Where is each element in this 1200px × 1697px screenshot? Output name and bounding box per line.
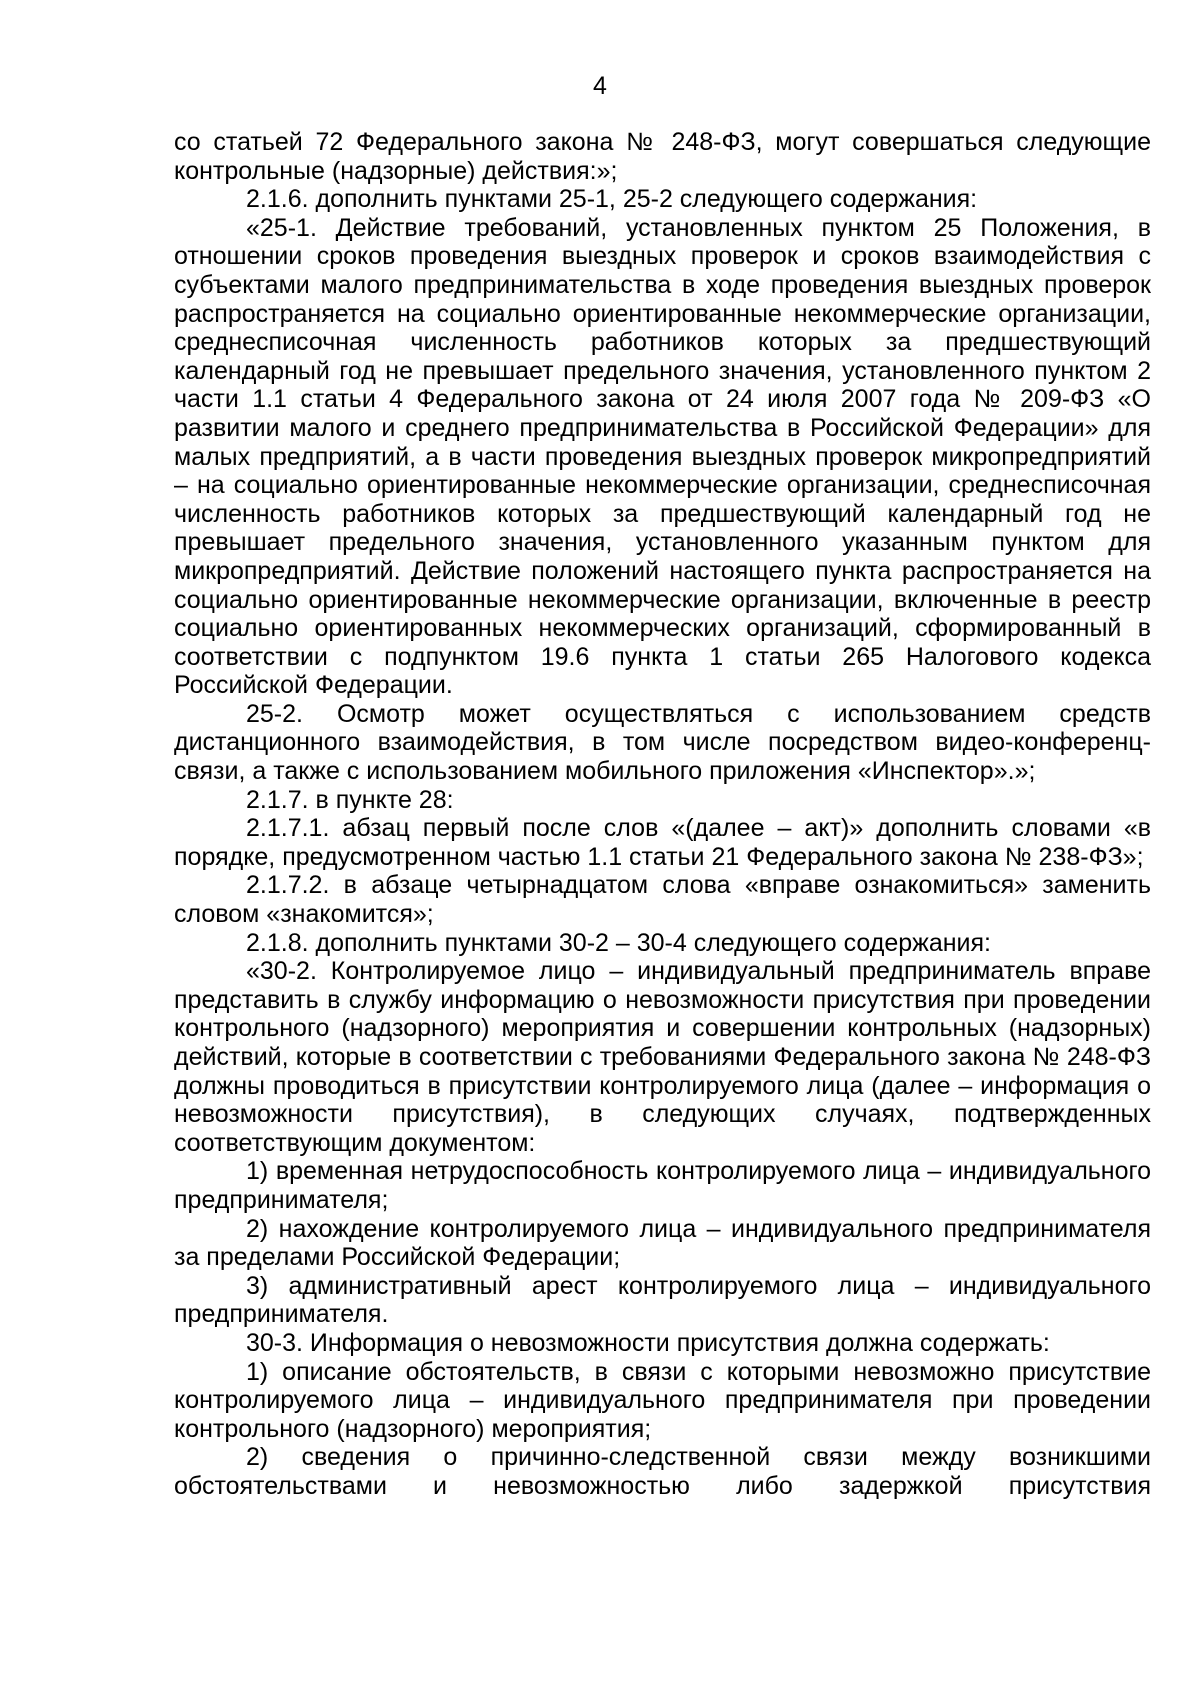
list-item-30-3-2: 2) сведения о причинно-следственной связи между возникшими обстоятельствами и невозможностью либо задержкой присутствия <box>174 1443 1151 1500</box>
paragraph-2-1-6: 2.1.6. дополнить пунктами 25-1, 25-2 следующего содержания: <box>246 185 978 214</box>
document-body <box>174 128 1151 1501</box>
list-item-30-2-3: 3) административный арест контролируемого лица – индивидуального предпринимателя. <box>174 1271 1151 1329</box>
paragraph-25-2: 25-2. Осмотр может осуществляться с использованием средств дистанционного взаимодействия, в том числе посредством видео-конференц-связи, а также с использованием мобильного приложения «Инспектор».»; <box>174 699 1151 786</box>
paragraph-2-1-8: 2.1.8. дополнить пунктами 30-2 – 30-4 следующего содержания: <box>246 928 992 957</box>
paragraph-30-2: «30-2. Контролируемое лицо – индивидуальный предприниматель вправе представить в службу информацию о невозможности присутствия при проведении контрольного (надзорного) мероприятия и совершении контрольных (надзорных) действий, которые в соответствии с требованиями Федерального закона № 248-ФЗ должны проводиться в присутствии контролируемого лица (далее – информация о невозможности присутствия), в следующих случаях, подтвержденных соответствующим документом: <box>174 957 1151 1157</box>
paragraph-2-1-7: 2.1.7. в пункте 28: <box>246 785 454 814</box>
paragraph-continuation: со статьей 72 Федерального закона № 248-ФЗ, могут совершаться следующие контрольные (надзорные) действия:»; <box>174 128 1151 185</box>
page-number: 4 <box>593 72 607 100</box>
paragraph-30-3: 30-3. Информация о невозможности присутствия должна содержать: <box>246 1328 1050 1357</box>
list-item-30-2-2: 2) нахождение контролируемого лица – индивидуального предпринимателя за пределами Российской Федерации; <box>174 1214 1151 1272</box>
paragraph-2-1-7-2: 2.1.7.2. в абзаце четырнадцатом слова «вправе ознакомиться» заменить словом «знакомится»; <box>174 871 1151 929</box>
paragraph-2-1-7-1: 2.1.7.1. абзац первый после слов «(далее – акт)» дополнить словами «в порядке, предусмотренном частью 1.1 статьи 21 Федерального закона № 238-ФЗ»; <box>174 814 1151 871</box>
list-item-30-3-1: 1) описание обстоятельств, в связи с которыми невозможно присутствие контролируемого лица – индивидуального предпринимателя при проведении контрольного (надзорного) мероприятия; <box>174 1357 1151 1443</box>
list-item-30-2-1: 1) временная нетрудоспособность контролируемого лица – индивидуального предпринимателя; <box>174 1157 1151 1214</box>
paragraph-25-1: «25-1. Действие требований, установленных пунктом 25 Положения, в отношении сроков проведения выездных проверок и сроков взаимодействия с субъектами малого предпринимательства в ходе проведения выездных проверок распространяется на социально ориентированные некоммерческие организации, среднесписочная численность работников которых за предшествующий календарный год не превышает предельного значения, установленного пунктом 2 части 1.1 статьи 4 Федерального закона от 24 июля 2007 года № 209-ФЗ «О развитии малого и среднего предпринимательства в Российской Федерации» для малых предприятий, а в части проведения выездных проверок микропредприятий – на социально ориентированные некоммерческие организации, среднесписочная численность работников которых за предшествующий календарный год не превышает предельного значения, установленного указанным пунктом для микропредприятий. Действие положений настоящего пункта распространяется на социально ориентированные некоммерческие организации, включенные в реестр социально ориентированных некоммерческих организаций, сформированный в соответствии с подпунктом 19.6 пункта 1 статьи 265 Налогового кодекса Российской Федерации. <box>174 213 1151 700</box>
